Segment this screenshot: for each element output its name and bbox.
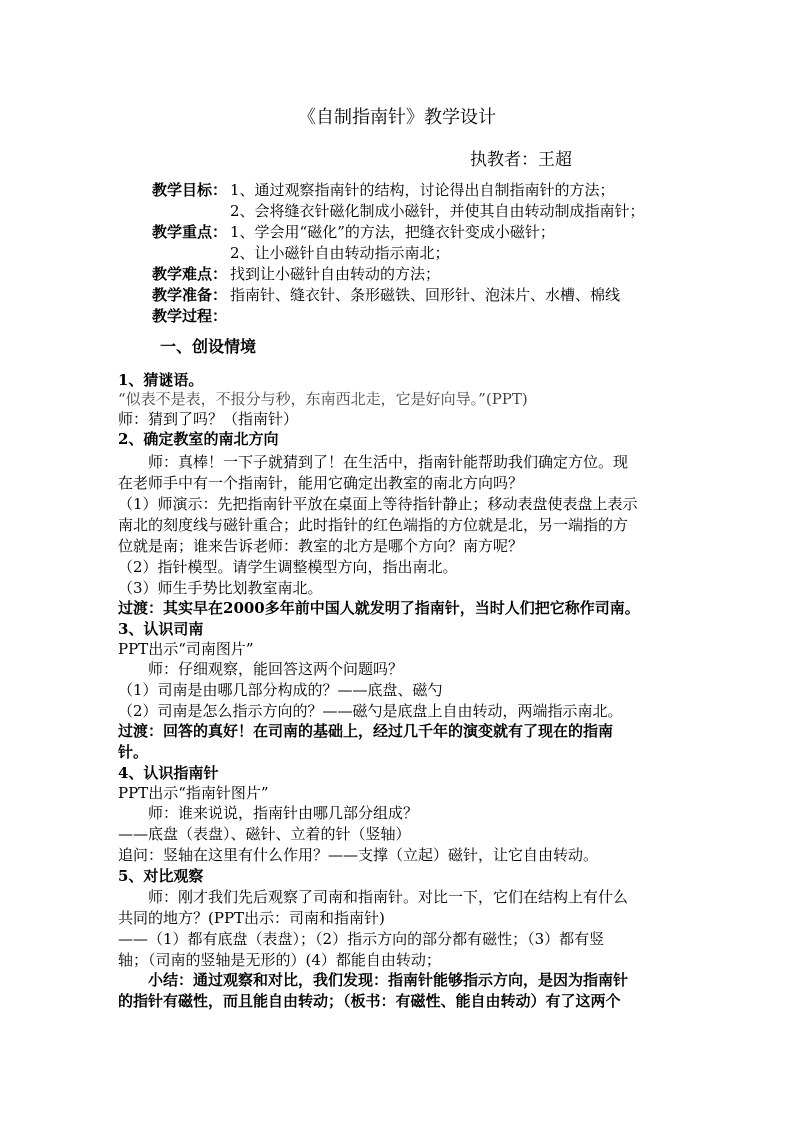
paragraph-line: 师：刚才我们先后观察了司南和指南针。对比一下，它们在结构上有什么 xyxy=(148,888,629,906)
keypoints-label: 教学重点： xyxy=(152,223,228,241)
step-heading-compare: 5、对比观察 xyxy=(118,867,204,885)
paragraph-line: ——（1）都有底盘（表盘）；（2）指示方向的部分都有磁性；（3）都有竖 xyxy=(118,930,605,948)
riddle-text: “似表不是表，不报分与秒，东南西北走，它是好向导。”(PPT) xyxy=(118,390,528,408)
paragraph-line: 追问：竖轴在这里有什么作用？——支撑（立起）磁针，让它自由转动。 xyxy=(118,846,599,864)
difficulty-label: 教学难点： xyxy=(152,265,228,283)
paragraph-line: （2）指针模型。请学生调整模型方向，指出南北。 xyxy=(118,558,458,576)
paragraph-line: 轴；（司南的竖轴是无形的）(4）都能自由转动； xyxy=(118,951,441,969)
paragraph-line: ——底盘（表盘）、磁针、立着的针（竖轴） xyxy=(118,825,411,843)
paragraph-line: （3）师生手势比划教室南北。 xyxy=(118,579,323,597)
paragraph-line: 位就是南；谁来告诉老师：教室的北方是哪个方向？南方呢？ xyxy=(118,537,524,555)
paragraph-line: （1）师演示：先把指南针平放在桌面上等待指针静止；移动表盘使表盘上表示 xyxy=(118,495,638,513)
keypoint-item-1: 1、学会用“磁化”的方法，把缝衣针变成小磁针； xyxy=(230,223,555,241)
transition-line: 过渡：其实早在2000多年前中国人就发明了指南针，当时人们把它称作司南。 xyxy=(118,599,640,617)
step-heading-compass: 4、认识指南针 xyxy=(118,764,219,782)
paragraph-line: 师：猜到了吗？（指南针） xyxy=(118,410,299,428)
paragraph-line: PPT出示“指南针图片” xyxy=(118,784,269,802)
summary-line: 小结：通过观察和对比，我们发现：指南针能够指示方向，是因为指南针 xyxy=(148,971,629,989)
paragraph-line: 共同的地方？(PPT出示：司南和指南针) xyxy=(118,909,385,927)
transition-line: 过渡：回答的真好！在司南的基础上，经过几千年的演变就有了现在的指南 xyxy=(118,722,614,740)
materials-text: 指南针、缝衣针、条形磁铁、回形针、泡沫片、水槽、棉线 xyxy=(230,286,621,304)
paragraph-line: 在老师手中有一个指南针，能用它确定出教室的南北方向吗？ xyxy=(118,474,524,492)
goal-item-1: 1、通过观察指南针的结构，讨论得出自制指南针的方法； xyxy=(230,181,615,199)
author-line: 执教者：王超 xyxy=(470,150,572,170)
paragraph-line: （2）司南是怎么指示方向的？——磁勺是底盘上自由转动，两端指示南北。 xyxy=(118,702,623,720)
step-heading-riddle: 1、猜谜语。 xyxy=(118,371,204,389)
process-label: 教学过程： xyxy=(152,307,228,325)
goal-item-2: 2、会将缝衣针磁化制成小磁针，并使其自由转动制成指南针； xyxy=(230,202,645,220)
section-heading: 一、创设情境 xyxy=(160,337,257,356)
paragraph-line: 南北的刻度线与磁针重合；此时指针的红色端指的方位就是北，另一端指的方 xyxy=(118,516,629,534)
step-heading-sinan: 3、认识司南 xyxy=(118,620,204,638)
paragraph-line: PPT出示“司南图片” xyxy=(118,640,254,658)
paragraph-line: 师：真棒！一下子就猜到了！在生活中，指南针能帮助我们确定方位。现 xyxy=(148,453,629,471)
materials-label: 教学准备： xyxy=(152,286,228,304)
goals-label: 教学目标： xyxy=(152,181,228,199)
document-title: 《自制指南针》教学设计 xyxy=(298,107,496,128)
summary-line: 的指针有磁性，而且能自由转动；（板书：有磁性、能自由转动）有了这两个 xyxy=(118,992,621,1010)
transition-line: 针。 xyxy=(118,743,149,761)
paragraph-line: 师：仔细观察，能回答这两个问题吗？ xyxy=(148,660,404,678)
paragraph-line: 师：谁来说说，指南针由哪几部分组成？ xyxy=(148,804,419,822)
paragraph-line: （1）司南是由哪几部分构成的？——底盘、磁勺 xyxy=(118,681,443,699)
step-heading-direction: 2、确定教室的南北方向 xyxy=(118,430,279,448)
keypoint-item-2: 2、让小磁针自由转动指示南北； xyxy=(230,244,450,262)
difficulty-text: 找到让小磁针自由转动的方法； xyxy=(230,265,441,283)
